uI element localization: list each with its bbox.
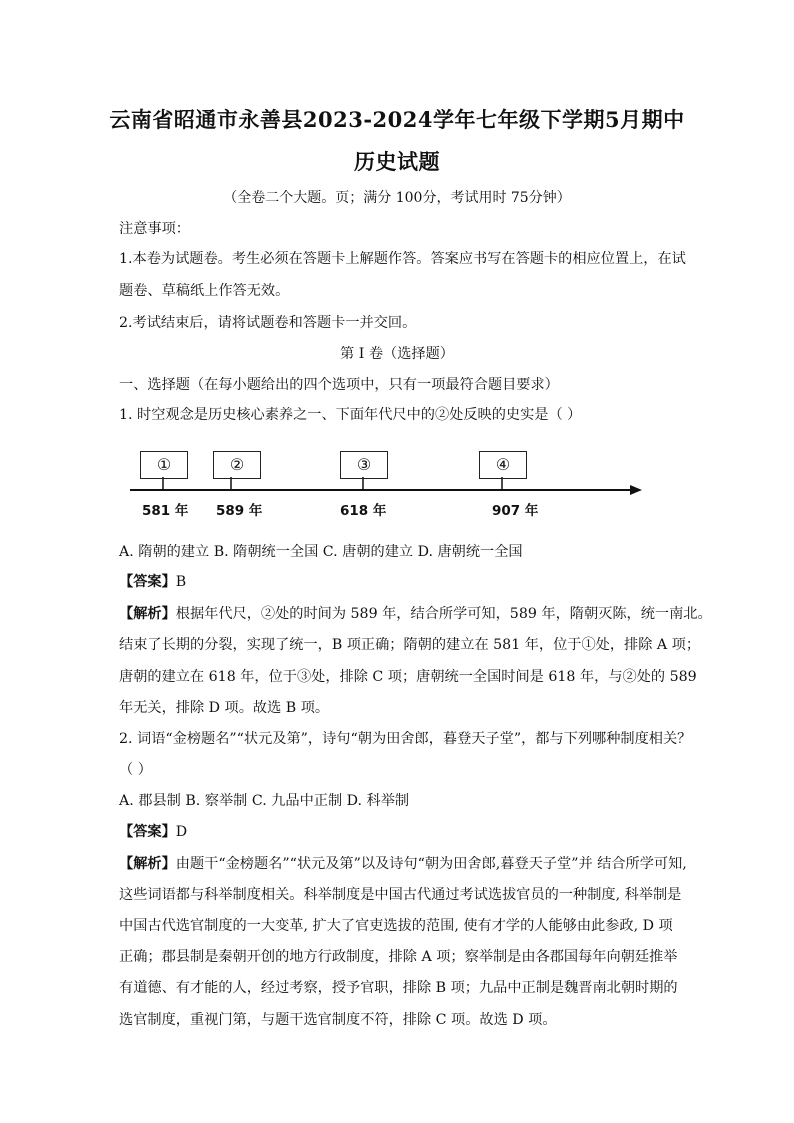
- timeline-box-3: ③: [340, 451, 388, 479]
- answer-value: D: [175, 824, 188, 840]
- page-title-subject: 历史试题: [354, 149, 440, 174]
- timeline-year-3: 618 年: [340, 503, 387, 519]
- question-2-analysis-line-1: [119, 853, 687, 873]
- timeline-figure: [118, 445, 658, 525]
- timeline-year-2: 589 年: [216, 503, 263, 519]
- question-1-options: A. 隋朝的建立 B. 隋朝统一全国 C. 唐朝的建立 D. 唐朝统一全国: [119, 544, 523, 560]
- question-2-stem-line-2: （ ）: [119, 762, 152, 778]
- timeline-box-1: ①: [140, 451, 188, 479]
- analysis-label: 【解析】: [119, 856, 176, 872]
- question-1-analysis-line-1: [119, 603, 712, 623]
- question-2-options: A. 郡县制 B. 察举制 C. 九品中正制 D. 科举制: [119, 793, 410, 809]
- timeline-year-1: 581 年: [142, 503, 189, 519]
- timeline-box-2: ②: [213, 451, 261, 479]
- notes-item-2: 2.考试结束后，请将试题卷和答题卡一并交回。: [119, 315, 417, 331]
- question-1-answer: [119, 571, 186, 591]
- page-title: 云南省昭通市永善县2023-2024学年七年级下学期5月期中: [109, 107, 685, 132]
- notes-item-1-line-1: 1.本卷为试题卷。考生必须在答题卡上解题作答。答案应书写在答题卡的相应位置上，在试: [119, 251, 686, 267]
- answer-value: B: [175, 574, 187, 590]
- exam-info: （全卷二个大题。页；满分 100分，考试用时 75分钟）: [223, 190, 571, 206]
- notes-heading: 注意事项：: [119, 221, 190, 237]
- question-2-analysis-line-2: 这些词语都与科举制度相关。科举制度是中国古代通过考试选拔官员的一种制度, 科举制是: [119, 887, 682, 903]
- answer-label: 【答案】: [119, 574, 176, 590]
- timeline-axis: [118, 445, 658, 525]
- volume-heading: 第 I 卷（选择题）: [340, 346, 454, 362]
- question-2-answer: [119, 821, 187, 841]
- question-1-analysis-line-4: 年无关，排除 D 项。故选 B 项。: [119, 700, 330, 716]
- question-2-analysis-line-6: 选官制度，重视门第，与题干选官制度不符，排除 C 项。故选 D 项。: [119, 1012, 557, 1028]
- question-2-stem-line-1: 2. 词语“金榜题名”“状元及第”，诗句“朝为田舍郎，暮登天子堂”，都与下列哪种制度相关？: [119, 731, 692, 747]
- analysis-label: 【解析】: [119, 606, 176, 622]
- question-1-stem: 1. 时空观念是历史核心素养之一、下面年代尺中的②处反映的史实是（ ）: [119, 407, 582, 423]
- notes-item-1-line-2: 题卷、草稿纸上作答无效。: [119, 283, 290, 299]
- timeline-box-4: ④: [479, 451, 527, 479]
- question-1-analysis-line-2: 结束了长期的分裂，实现了统一，B 项正确；隋朝的建立在 581 年，位于①处，排除 A 项；: [119, 637, 701, 653]
- timeline-year-4: 907 年: [492, 503, 539, 519]
- question-2-analysis-line-3: 中国古代选官制度的一大变革, 扩大了官吏选拔的范围, 使有才学的人能够由此参政, D 项: [119, 918, 673, 934]
- question-1-analysis-line-3: 唐朝的建立在 618 年，位于③处，排除 C 项；唐朝统一全国时间是 618 年，与②处的 589: [119, 669, 697, 685]
- question-2-analysis-line-4: 正确；郡县制是秦朝开创的地方行政制度，排除 A 项；察举制是由各郡国每年向朝廷推举: [119, 949, 678, 965]
- analysis-text: 根据年代尺，②处的时间为 589 年，结合所学可知，589 年，隋朝灭陈，统一南北。: [175, 606, 712, 622]
- answer-label: 【答案】: [119, 824, 176, 840]
- analysis-text: 由题干“金榜题名”“状元及第”以及诗句“朝为田舍郎,暮登天子堂”并 结合所学可知,: [175, 856, 687, 872]
- part-1-heading: 一、选择题（在每小题给出的四个选项中，只有一项最符合题目要求）: [119, 377, 559, 393]
- question-2-analysis-line-5: 有道德、有才能的人，经过考察，授予官职，排除 B 项；九品中正制是魏晋南北朝时期的: [119, 980, 678, 996]
